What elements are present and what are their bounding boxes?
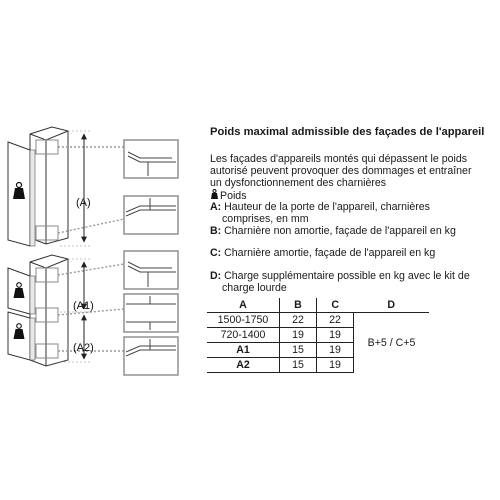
- table-cell: 15: [280, 358, 317, 373]
- table-cell: 1500-1750: [207, 313, 280, 328]
- legend-d-text: Charge supplémentaire possible en kg avec le kit de: [224, 270, 470, 282]
- legend-b-text: Charnière non amortie, façade de l'appareil en kg: [224, 225, 456, 237]
- legend-c-text: Charnière amortie, façade de l'appareil en kg: [224, 247, 436, 259]
- table-header: D: [354, 298, 430, 313]
- table-cell: 19: [317, 328, 354, 343]
- legend-a-text: Hauteur de la porte de l'appareil, charnières: [224, 201, 430, 213]
- table-header: C: [317, 298, 354, 313]
- legend-d-text-cont: charge lourde: [222, 282, 287, 295]
- hinge-detail-bottom-1: [124, 251, 178, 289]
- legend-c: [210, 247, 495, 259]
- legend-key-a: A:: [210, 201, 222, 213]
- hinge-detail-top-1: [124, 140, 178, 178]
- table-header: A: [207, 298, 280, 313]
- intro-paragraph: [210, 153, 495, 190]
- door-weight-diagram: [0, 0, 205, 500]
- intro-line: un dysfonctionnement des charnières: [210, 177, 387, 190]
- table-cell: 22: [280, 313, 317, 328]
- legend-key-b: B:: [210, 225, 222, 237]
- table-header: B: [280, 298, 317, 313]
- table-row: [207, 313, 429, 328]
- table-cell: 720-1400: [207, 328, 280, 343]
- single-door-appliance: [8, 127, 124, 246]
- intro-line: Les façades d'appareils montés qui dépassent le poids: [210, 153, 468, 165]
- table-cell: 15: [280, 343, 317, 358]
- table-header-row: [207, 298, 429, 313]
- hinge-detail-top-2: [124, 196, 178, 234]
- hinge-detail-bottom-2: [124, 294, 178, 332]
- table-cell: A2: [207, 358, 280, 373]
- dimension-label-a: (A): [76, 197, 91, 209]
- intro-line: autorisé peuvent provoquer des dommages et entraîner: [210, 165, 472, 178]
- dimension-label-a2: (A2): [73, 342, 94, 354]
- double-door-appliance: [8, 255, 124, 366]
- table-cell-d: B+5 / C+5: [354, 313, 430, 373]
- table-cell: 19: [317, 358, 354, 373]
- table-cell: 22: [317, 313, 354, 328]
- legend-d: [210, 270, 495, 294]
- legend-b: [210, 225, 495, 237]
- legend-a-text-cont: comprises, en mm: [222, 213, 309, 226]
- table-cell: 19: [280, 328, 317, 343]
- section-heading: Poids maximal admissible des façades de l'appareil: [210, 126, 485, 138]
- legend-key-d: D:: [210, 270, 222, 282]
- dimension-label-a1: (A1): [73, 300, 94, 312]
- legend-weight-label: Poids: [220, 190, 247, 202]
- legend-a: [210, 201, 495, 225]
- table-cell: 19: [317, 343, 354, 358]
- weight-table: [207, 298, 429, 373]
- legend-key-c: C:: [210, 247, 222, 259]
- hinge-detail-bottom-3: [124, 337, 178, 375]
- table-cell: A1: [207, 343, 280, 358]
